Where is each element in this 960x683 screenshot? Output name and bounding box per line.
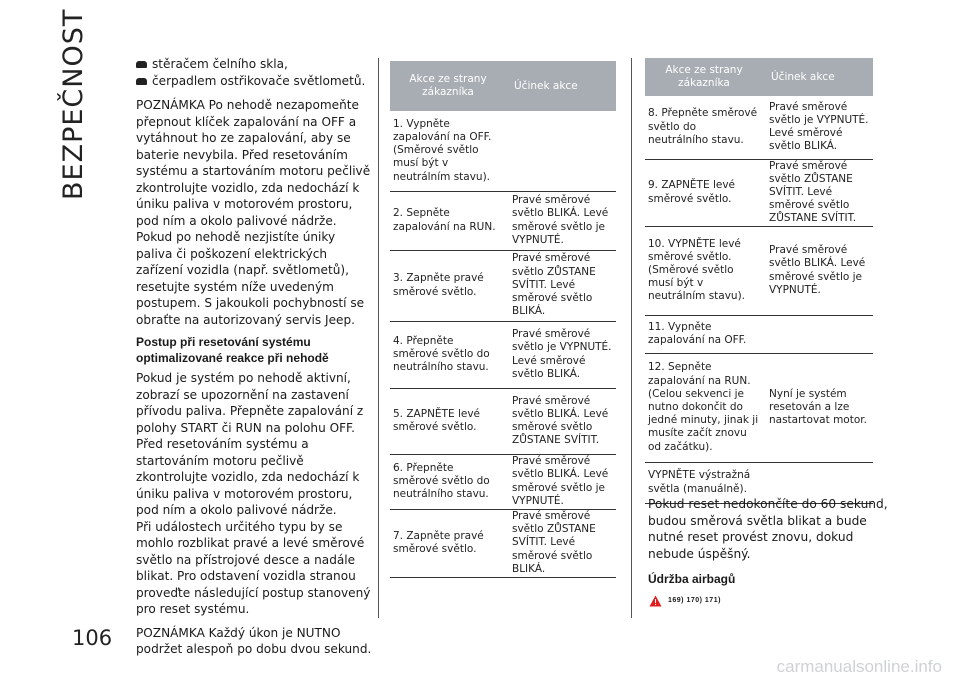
list-item: čerpadlem ostřikovače světlometů. — [136, 73, 372, 90]
page-number: 106 — [72, 626, 113, 650]
effect-cell: Pravé směrové světlo je VYPNUTÉ. Levé směrové světlo BLIKÁ. — [763, 96, 873, 159]
table-row — [390, 111, 616, 191]
reset-steps-table-1 — [390, 61, 616, 578]
table-row — [390, 321, 616, 388]
table-row — [645, 96, 873, 159]
table-header-effect: Účinek akce — [763, 58, 873, 96]
table-header-action: Akce ze strany zákazníka — [390, 61, 506, 111]
action-cell: 6. Přepněte směrové světlo do neutrálního stavu. — [390, 454, 506, 509]
effect-cell: Pravé směrové světlo BLIKÁ. Levé směrové světlo je VYPNUTÉ. — [763, 226, 873, 315]
body-paragraph: Při událostech určitého typu by se mohlo rozblikat pravé a levé směrové světlo na přístrojové desce a nadále blikat. Pro odstavení vozidla stranou proveďte následující postup stanovený pro reset systému. — [136, 519, 371, 616]
effect-cell: Pravé směrové světlo BLIKÁ. Levé směrové světlo ZŮSTANE SVÍTIT. — [506, 388, 616, 454]
table-row — [645, 315, 873, 353]
effect-cell: Pravé směrové světlo ZŮSTANE SVÍTIT. Levé směrové světlo ZŮSTANE SVÍTIT. — [763, 159, 873, 226]
effect-cell: Pravé směrové světlo ZŮSTANE SVÍTIT. Levé směrové světlo BLIKÁ. — [506, 250, 616, 321]
effect-cell: Pravé směrové světlo BLIKÁ. Levé směrové světlo je VYPNUTÉ. — [506, 454, 616, 509]
action-cell: 8. Přepněte směrové světlo do neutrálního stavu. — [645, 96, 763, 159]
watermark: carmanualsonline.info — [776, 657, 942, 676]
action-cell: 5. ZAPNĚTE levé směrové světlo. — [390, 388, 506, 454]
action-cell: 2. Sepněte zapalování na RUN. — [390, 191, 506, 250]
column-divider — [631, 58, 632, 618]
table-row — [390, 191, 616, 250]
table-row — [390, 454, 616, 509]
table-header-action: Akce ze strany zákazníka — [645, 58, 763, 96]
effect-cell: Pravé směrové světlo je VYPNUTÉ. Levé směrové světlo BLIKÁ. — [506, 321, 616, 388]
effect-cell — [763, 315, 873, 353]
list-item: stěračem čelního skla, — [136, 56, 372, 73]
section-title: BEZPEČNOST — [58, 8, 89, 200]
table-row — [645, 159, 873, 226]
effect-cell: Pravé směrové světlo ZŮSTANE SVÍTIT. Levé směrové světlo BLIKÁ. — [506, 509, 616, 577]
car-icon — [136, 77, 147, 85]
warning-references: 169) 170) 171) — [668, 596, 721, 604]
column-divider — [378, 58, 379, 618]
action-cell: 11. Vypněte zapalování na OFF. — [645, 315, 763, 353]
action-cell: 12. Sepněte zapalování na RUN. (Celou sekvenci je nutno dokončit do jedné minuty, jinak ji musíte začít znovu od začátku). — [645, 353, 763, 462]
table-row — [390, 388, 616, 454]
body-paragraph: Pokud reset nedokončíte do 60 sekund, budou směrová světla blikat a bude nutné reset provést znovu, dokud nebude úspěšný. — [648, 497, 888, 561]
car-icon — [136, 60, 147, 68]
table-row — [390, 250, 616, 321]
subheading: Postup při resetování systému optimalizované reakce při nehodě — [136, 335, 329, 365]
action-cell: VYPNĚTE výstražná světla (manuálně). — [645, 462, 763, 503]
action-cell: 7. Zapněte pravé směrové světlo. — [390, 509, 506, 577]
note-paragraph: POZNÁMKA Každý úkon je NUTNO podržet alespoň po dobu dvou sekund. — [136, 625, 372, 656]
action-cell: 1. Vypněte zapalování na OFF. (Směrové světlo musí být v neutrálním stavu). — [390, 111, 506, 191]
reset-steps-table-2 — [645, 58, 873, 504]
text-column-3 — [648, 496, 888, 609]
action-cell: 9. ZAPNĚTE levé směrové světlo. — [645, 159, 763, 226]
action-cell: 10. VYPNĚTE levé směrové světlo. (Směrové světlo musí být v neutrálním stavu). — [645, 226, 763, 315]
table-row — [390, 509, 616, 577]
table-header-effect: Účinek akce — [506, 61, 616, 111]
effect-cell: Nyní je systém resetován a lze nastartovat motor. — [763, 353, 873, 462]
subheading: Údržba airbagů — [648, 572, 736, 586]
warning-row — [649, 593, 888, 610]
warning-icon — [649, 595, 662, 607]
action-cell: 3. Zapněte pravé směrové světlo. — [390, 250, 506, 321]
body-paragraph: Pokud je systém po nehodě aktivní, zobrazí se upozornění na zastavení přívodu paliva. Přepněte zapalování z polohy START či RUN na polohu OFF. Před resetováním systému a startováním motoru pečlivě zkontrolujte vozidlo, zda nedochází k úniku paliva v motorovém prostoru, pod ním a okolo palivové nádrže. — [136, 371, 364, 517]
effect-cell: Pravé směrové světlo BLIKÁ. Levé směrové světlo je VYPNUTÉ. — [506, 191, 616, 250]
action-cell: 4. Přepněte směrové světlo do neutrálního stavu. — [390, 321, 506, 388]
table-row — [645, 226, 873, 315]
effect-cell — [506, 111, 616, 191]
note-paragraph: POZNÁMKA Po nehodě nezapomeňte přepnout klíček zapalování na OFF a vytáhnout ho ze zapalování, aby se baterie nevybila. Před resetováním systému a startováním motoru pečlivě zkontrolujte vozidlo, zda nedochází k úniku paliva v motorovém prostoru, pod ním a okolo palivové nádrže. Pokud po nehodě nezjistíte úniky paliva či poškození elektrických zařízení vozidla (např. světlometů), resetujte systém níže uvedeným postupem. S jakoukoli pochybností se obraťte na autorizovaný servis Jeep. — [136, 98, 371, 327]
table-row — [645, 353, 873, 462]
text-column-1 — [136, 56, 372, 665]
